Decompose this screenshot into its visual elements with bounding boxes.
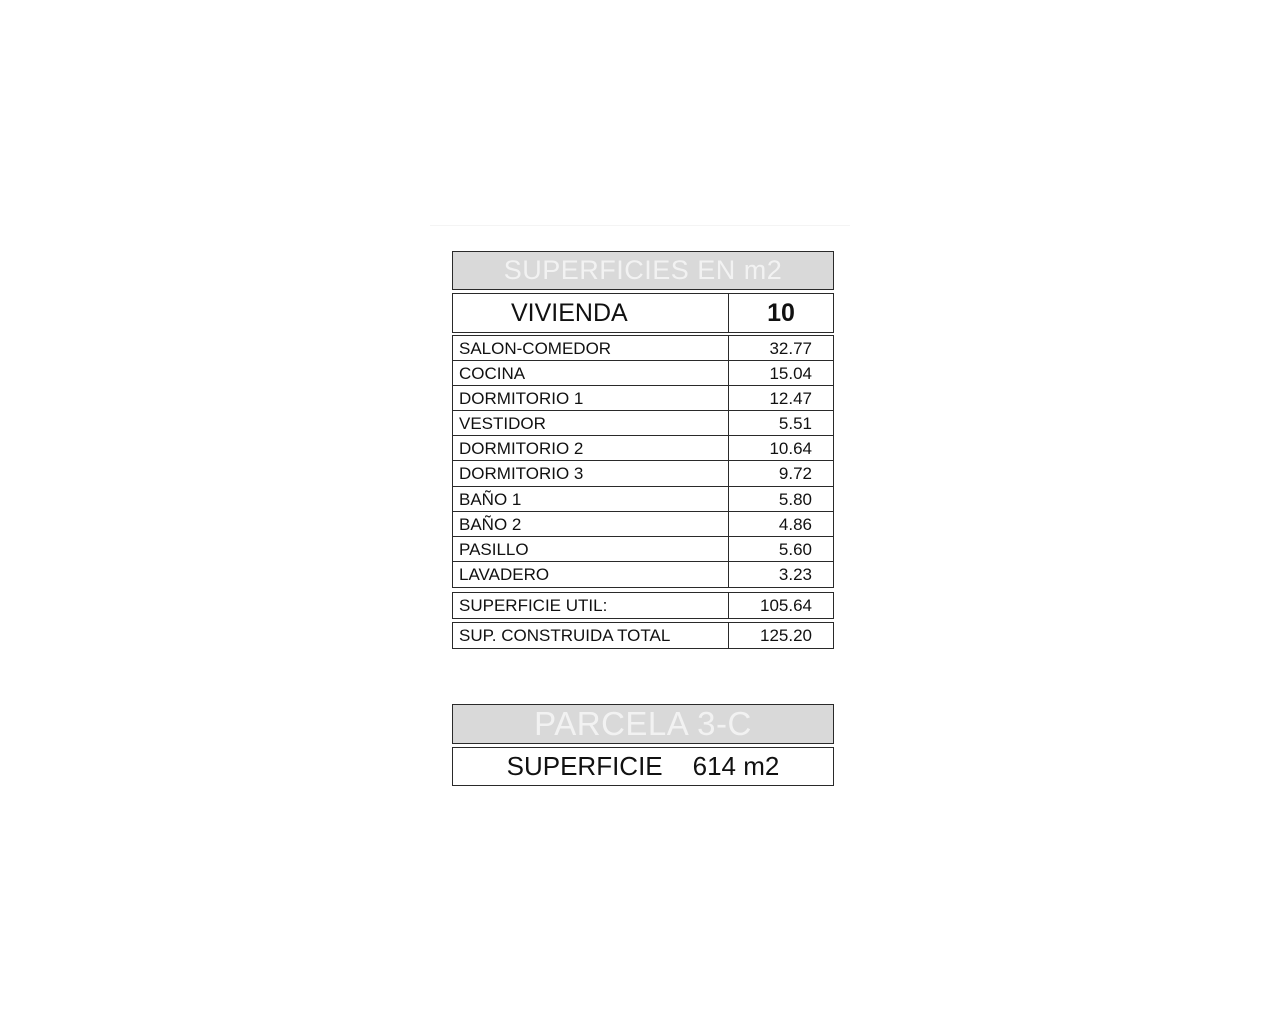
- room-name: DORMITORIO 3: [453, 461, 729, 485]
- parcela-row: [452, 747, 834, 786]
- table-row: [453, 537, 833, 562]
- room-name: SALON-COMEDOR: [453, 336, 729, 360]
- room-area: 5.80: [778, 489, 812, 509]
- superficie-construida-label: SUP. CONSTRUIDA TOTAL: [453, 623, 729, 648]
- superficie-construida-value: 125.20: [760, 626, 812, 645]
- vivienda-row: [452, 293, 834, 333]
- table-row: [453, 361, 833, 386]
- room-name: PASILLO: [453, 537, 729, 561]
- room-area: 9.72: [778, 464, 812, 484]
- room-name: VESTIDOR: [453, 411, 729, 435]
- parcela-header: PARCELA 3-C: [452, 704, 834, 744]
- table-row: [453, 386, 833, 411]
- surfaces-header: SUPERFICIES EN m2: [452, 251, 834, 290]
- table-row: [453, 512, 833, 537]
- room-area: 15.04: [769, 364, 812, 384]
- room-name: COCINA: [453, 361, 729, 385]
- vivienda-number: 10: [767, 299, 795, 327]
- room-area: 10.64: [769, 439, 812, 459]
- room-area: 3.23: [778, 564, 812, 584]
- table-row: [453, 461, 833, 486]
- table-row: [453, 411, 833, 436]
- parcela-label: SUPERFICIE: [506, 751, 663, 781]
- superficie-util-row: [452, 592, 834, 619]
- table-row: [453, 562, 833, 587]
- parcela-value: 614 m2: [692, 751, 780, 781]
- room-area: 5.51: [778, 414, 812, 434]
- room-name: LAVADERO: [453, 562, 729, 587]
- room-area: 32.77: [769, 339, 812, 358]
- superficie-util-value: 105.64: [760, 596, 812, 615]
- room-name: BAÑO 2: [453, 512, 729, 536]
- table-row: [453, 336, 833, 361]
- room-area: 4.86: [778, 514, 812, 534]
- room-name: DORMITORIO 1: [453, 386, 729, 410]
- table-row: [453, 436, 833, 461]
- room-name: BAÑO 1: [453, 487, 729, 511]
- superficie-util-label: SUPERFICIE UTIL:: [453, 593, 729, 618]
- top-divider: [430, 225, 850, 226]
- rooms-table: [452, 335, 834, 588]
- room-area: 12.47: [769, 389, 812, 409]
- room-area: 5.60: [778, 539, 812, 559]
- superficie-construida-row: [452, 622, 834, 649]
- room-name: DORMITORIO 2: [453, 436, 729, 460]
- vivienda-label: VIVIENDA: [453, 294, 729, 332]
- table-row: [453, 487, 833, 512]
